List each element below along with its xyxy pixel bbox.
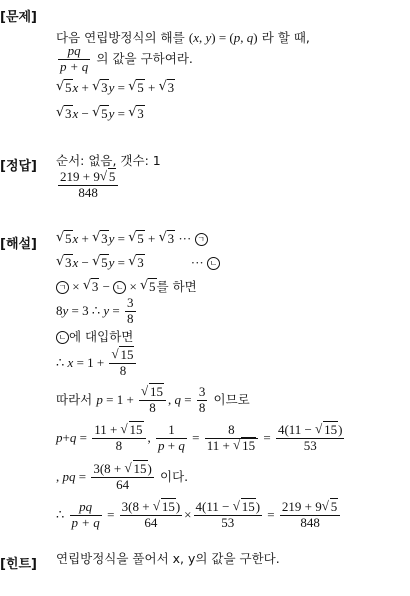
solution-line-10: ∴ $\frac{pq}{p + q}$ = $\frac{3(8 + √ 15)}{64}$ × $\frac{4(11 - √ 15)}{53}$ = $\frac{219 + 9√ 5}{848}$ — [56, 500, 342, 531]
answer-value: $\frac{219 + 9√ 5}{848}$ — [56, 170, 120, 201]
solution-line-6: ∴ x = 1 + √ $\frac{15}{8}$ — [56, 348, 138, 379]
problem-line-1: 다음 연립방정식의 해를 (x, y) = (p, q) 라 할 때, — [56, 30, 310, 45]
solution-line-5: ㄴ 에 대입하면 — [56, 331, 133, 344]
problem-equation-1: √ 5x + √ 3y = √ 5 + √ 3 — [56, 81, 175, 95]
problem-line-2: $\frac{pq}{p + q}$ 의 값을 구하여라. — [60, 43, 193, 74]
answer-label: [정답] — [0, 159, 37, 174]
hint-label: [힌트] — [0, 557, 37, 572]
solution-line-4: 8y = 3 ∴ y = $\frac{3}{8}$ — [56, 295, 134, 326]
answer-text: 순서: 없음, 갯수: 1 — [56, 153, 161, 168]
solution-line-8: p+q = $\frac{11 + √ 15}{8}$ , $\frac{1}{p + q}$ = $\frac{8}{11 + √ 15}$ = $\frac{4(11 - √ 15)}{53}$ — [56, 423, 346, 454]
solution-line-9: , pq = $\frac{3(8 + √ 15)}{64}$ 이다. — [56, 462, 188, 493]
solution-line-1: √ 5x + √ 3y = √ 5 + √ 3 ··· ㄱ — [56, 232, 208, 246]
solution-label: [해설] — [0, 237, 37, 252]
solution-line-2: √ 3x − √ 5y = √ 3 ··· ㄴ — [56, 256, 220, 270]
solution-line-7: 따라서 p = 1 + √ $\frac{15}{8}$ , q = $\frac{3}{8}$ 이므로 — [56, 385, 250, 416]
problem-equation-2: √ 3x − √ 5y = √ 3 — [56, 107, 145, 121]
solution-line-3: ㄱ × √ 3 − ㄴ × √ 5를 하면 — [56, 280, 197, 294]
hint-text: 연립방정식을 풀어서 x, y의 값을 구한다. — [56, 551, 280, 566]
problem-label: [문제] — [0, 10, 37, 25]
